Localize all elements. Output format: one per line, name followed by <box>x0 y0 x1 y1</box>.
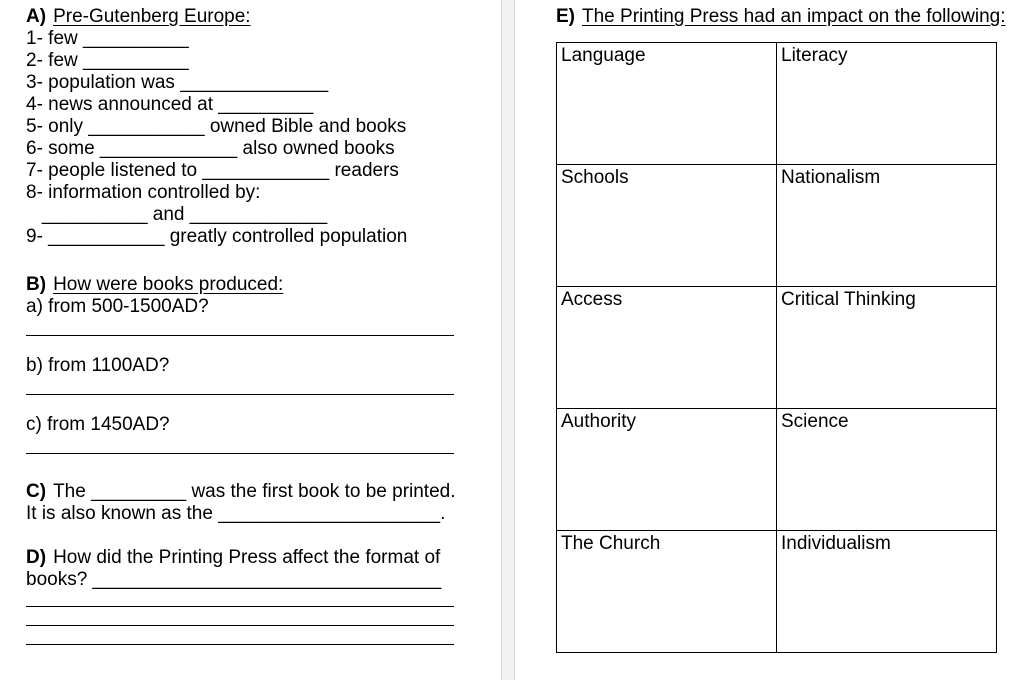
fill-in-line: 2- few __________ <box>26 50 189 71</box>
table-cell-right: Individualism <box>777 531 997 653</box>
answer-line <box>26 335 454 336</box>
fill-in-line: __________ and _____________ <box>26 204 328 225</box>
table-cell-left: Authority <box>557 409 777 531</box>
table-cell-right: Literacy <box>777 43 997 165</box>
section-e-heading-text: The Printing Press had an impact on the following: <box>582 6 1006 27</box>
section-d-line-2: books? _________________________________ <box>26 569 442 590</box>
answer-line <box>26 606 454 607</box>
table-cell-left: The Church <box>557 531 777 653</box>
section-b-heading <box>26 274 502 296</box>
answer-line <box>26 644 454 645</box>
section-a-items <box>26 28 502 248</box>
fill-in-line: 8- information controlled by: <box>26 182 261 203</box>
section-a-label: A) <box>26 6 47 27</box>
section-a-heading <box>26 6 502 28</box>
section-b-label: B) <box>26 274 47 295</box>
section-a <box>26 6 502 248</box>
impact-table <box>556 42 997 653</box>
page-right <box>515 0 1019 680</box>
question-block <box>26 355 502 395</box>
section-d <box>26 547 502 645</box>
table-row <box>557 43 997 165</box>
table-cell-right: Nationalism <box>777 165 997 287</box>
fill-in-line: 5- only ___________ owned Bible and books <box>26 116 407 137</box>
question-block <box>26 296 502 336</box>
section-d-answer-lines <box>26 606 502 645</box>
table-row <box>557 531 997 653</box>
table-row <box>557 165 997 287</box>
table-row <box>557 287 997 409</box>
section-c <box>26 481 502 525</box>
section-c-text-1: The _________ was the first book to be printed. <box>53 481 456 502</box>
table-cell-left: Access <box>557 287 777 409</box>
section-d-label: D) <box>26 547 47 568</box>
impact-table-body <box>557 43 997 653</box>
section-e <box>556 6 1019 28</box>
fill-in-line: 4- news announced at _________ <box>26 94 314 115</box>
page-gutter <box>501 0 515 680</box>
section-d-line-1 <box>26 547 502 569</box>
section-d-text-1: How did the Printing Press affect the format of <box>53 547 441 568</box>
section-e-heading <box>556 6 1019 28</box>
fill-in-line: 9- ___________ greatly controlled population <box>26 226 408 247</box>
table-row <box>557 409 997 531</box>
question-line: a) from 500-1500AD? <box>26 296 209 317</box>
answer-line <box>26 394 454 395</box>
section-e-label: E) <box>556 6 575 27</box>
section-b <box>26 274 502 454</box>
section-c-line-2: It is also known as the _____________________. <box>26 503 446 524</box>
page-left <box>0 0 502 680</box>
fill-in-line: 1- few __________ <box>26 28 189 49</box>
answer-line <box>26 625 454 626</box>
section-a-heading-text: Pre-Gutenberg Europe: <box>53 6 251 27</box>
table-cell-left: Schools <box>557 165 777 287</box>
section-c-line-1 <box>26 481 502 503</box>
section-c-label: C) <box>26 481 47 502</box>
fill-in-line: 6- some _____________ also owned books <box>26 138 395 159</box>
section-b-questions <box>26 296 502 454</box>
section-b-heading-text: How were books produced: <box>53 274 284 295</box>
table-cell-right: Critical Thinking <box>777 287 997 409</box>
fill-in-line: 7- people listened to ____________ readers <box>26 160 399 181</box>
answer-line <box>26 453 454 454</box>
question-block <box>26 414 502 454</box>
table-cell-right: Science <box>777 409 997 531</box>
question-line: b) from 1100AD? <box>26 355 170 376</box>
question-line: c) from 1450AD? <box>26 414 170 435</box>
fill-in-line: 3- population was ______________ <box>26 72 329 93</box>
table-cell-left: Language <box>557 43 777 165</box>
